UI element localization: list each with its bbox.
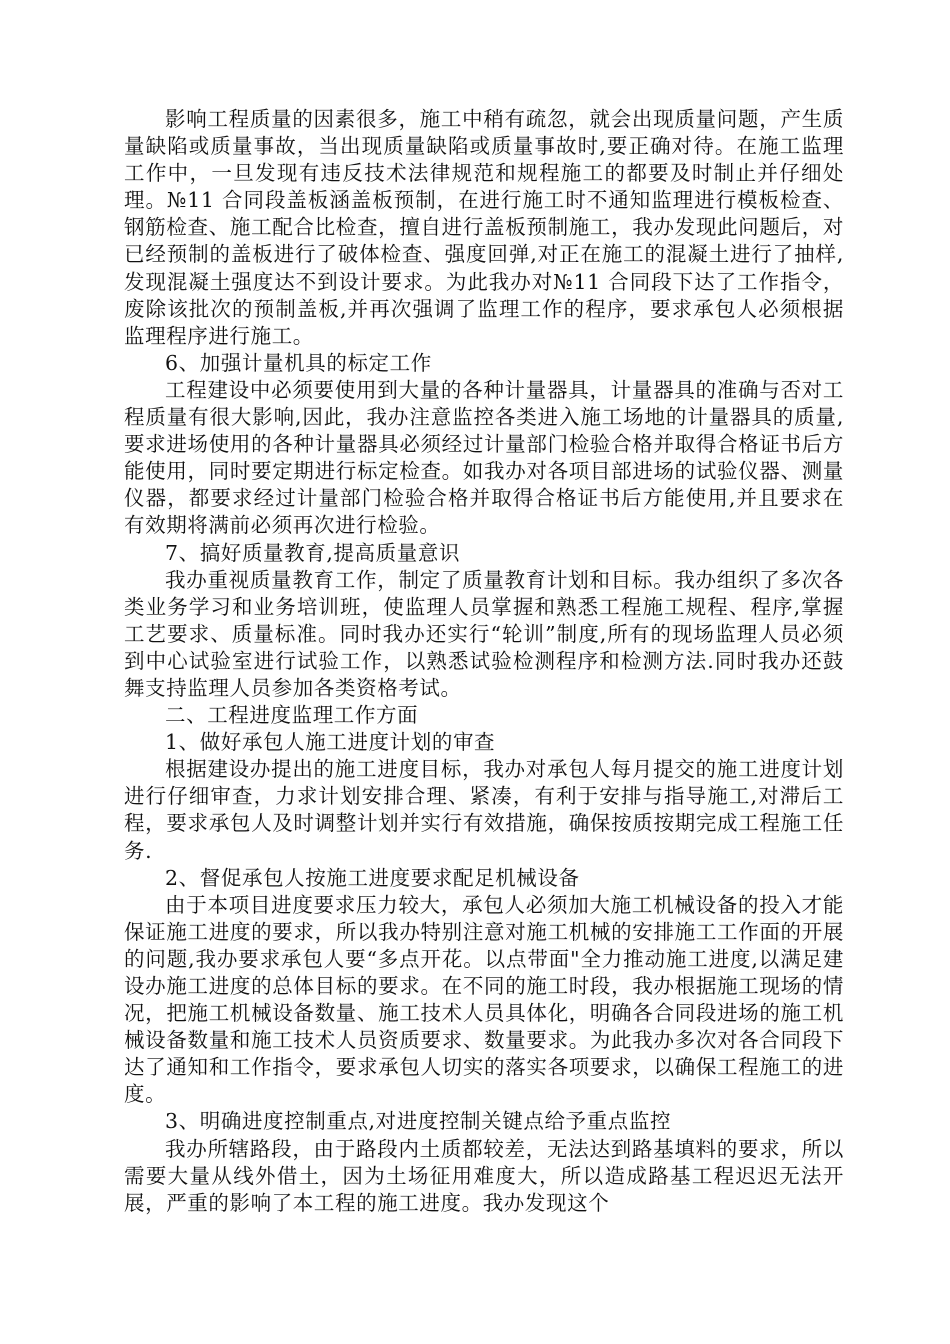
document-body bbox=[124, 106, 844, 1217]
heading-machinery: 2、督促承包人按施工进度要求配足机械设备 bbox=[165, 865, 580, 890]
paragraph-machinery: 由于本项目进度要求压力较大，承包人必须加大施工机械设备的投入才能保证施工进度的要求，所以我办特别注意对施工机械的安排施工工作面的开展的问题,我办要求承包人要“多点开花。以点带面"全力推动施工进度,以满足建设办施工进度的总体目标的要求。在不同的施工时段，我办根据施工现场的情况，把施工机械设备数量、施工技术人员具体化，明确各合同段进场的施工机械设备数量和施工技术人员资质要求、数量要求。为此我办多次对各合同段下达了通知和工作指令，要求承包人切实的落实各项要求，以确保工程施工的进度。 bbox=[124, 892, 844, 1107]
heading-progress-key-points: 3、明确进度控制重点,对进度控制关键点给予重点监控 bbox=[165, 1109, 672, 1134]
heading-measuring-calibration: 6、加强计量机具的标定工作 bbox=[165, 350, 432, 375]
heading-progress-supervision: 二、工程进度监理工作方面 bbox=[165, 703, 419, 728]
heading-schedule-review: 1、做好承包人施工进度计划的审查 bbox=[165, 730, 496, 755]
heading-quality-education: 7、搞好质量教育,提高质量意识 bbox=[165, 540, 461, 565]
paragraph-schedule-review: 根据建设办提出的施工进度目标，我办对承包人每月提交的施工进度计划进行仔细审查，力求计划安排合理、紧凑，有利于安排与指导施工,对滞后工程，要求承包人及时调整计划并实行有效措施，确保按质按期完成工程施工任务. bbox=[124, 757, 844, 863]
paragraph-measuring-calibration: 工程建设中必须要使用到大量的各种计量器具，计量器具的准确与否对工程质量有很大影响,因此，我办注意监控各类进入施工场地的计量器具的质量,要求进场使用的各种计量器具必须经过计量部门检验合格并取得合格证书后方能使用，同时要定期进行标定检查。如我办对各项目部进场的试验仪器、测量仪器，都要求经过计量部门检验合格并取得合格证书后方能使用,并且要求在有效期将满前必须再次进行检验。 bbox=[124, 377, 844, 538]
paragraph-progress-key-points: 我办所辖路段，由于路段内土质都较差，无法达到路基填料的要求，所以需要大量从线外借土，因为土场征用难度大，所以造成路基工程迟迟无法开展，严重的影响了本工程的施工进度。我办发现这个 bbox=[124, 1136, 844, 1215]
paragraph-quality-incident: 影响工程质量的因素很多，施工中稍有疏忽，就会出现质量问题，产生质量缺陷或质量事故，当出现质量缺陷或质量事故时,要正确对待。在施工监理工作中，一旦发现有违反技术法律规范和规程施工的都要及时制止并仔细处理。№11 合同段盖板涵盖板预制，在进行施工时不通知监理进行模板检查、钢筋检查、施工配合比检查，擅自进行盖板预制施工，我办发现此问题后，对已经预制的盖板进行了破体检查、强度回弹,对正在施工的混凝土进行了抽样,发现混凝土强度达不到设计要求。为此我办对№11 合同段下达了工作指令，废除该批次的预制盖板,并再次强调了监理工作的程序，要求承包人必须根据监理程序进行施工。 bbox=[124, 107, 844, 348]
paragraph-quality-education: 我办重视质量教育工作，制定了质量教育计划和目标。我办组织了多次各类业务学习和业务培训班，使监理人员掌握和熟悉工程施工规程、程序,掌握工艺要求、质量标准。同时我办还实行“轮训”制度,所有的现场监理人员必须到中心试验室进行试验工作，以熟悉试验检测程序和检测方法.同时我办还鼓舞支持监理人员参加各类资格考试。 bbox=[124, 567, 844, 700]
